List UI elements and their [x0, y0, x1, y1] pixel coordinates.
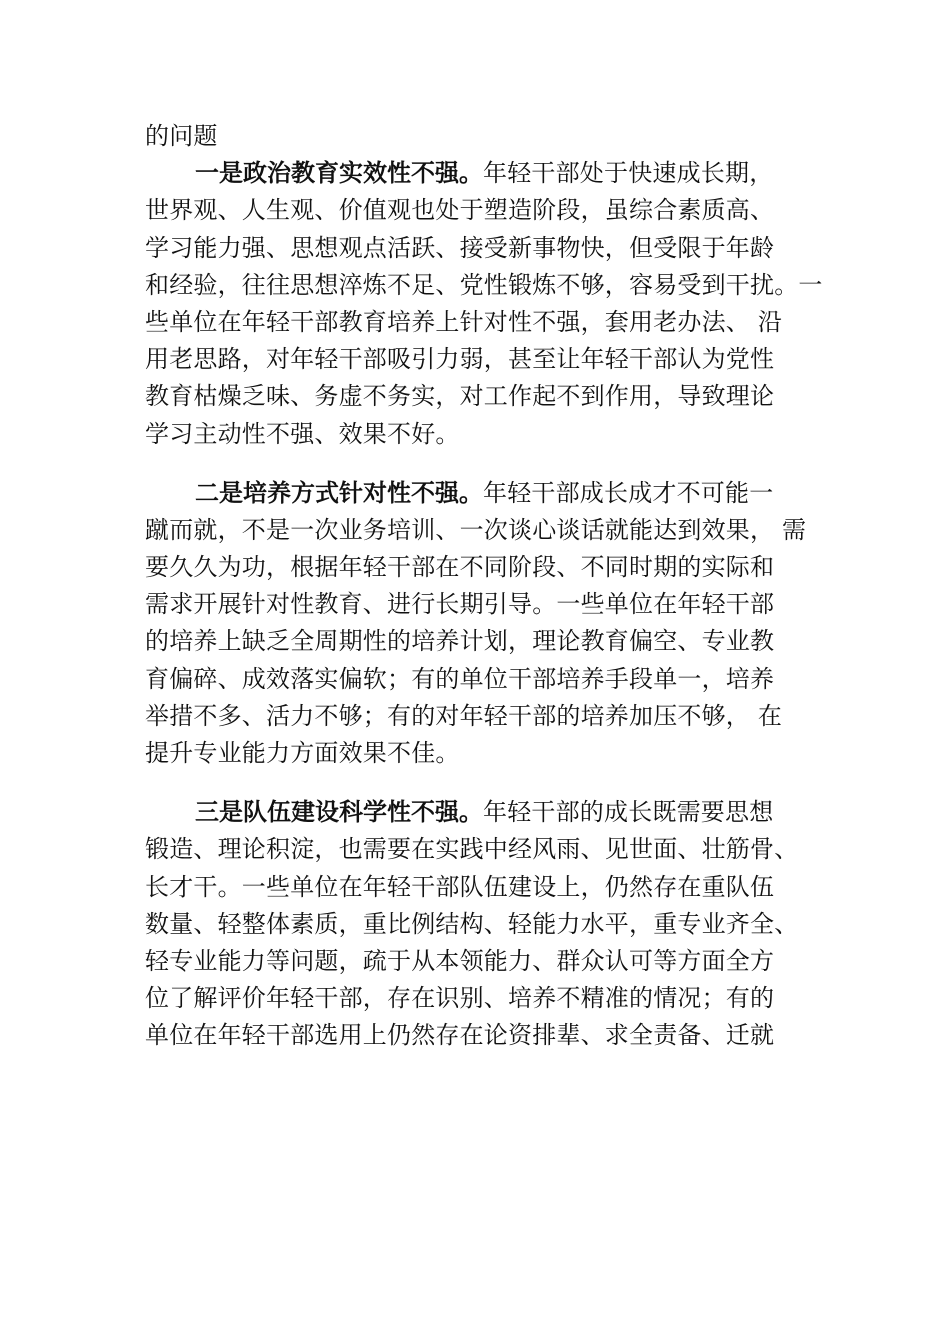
section-3-line: 数量、轻整体素质，重比例结构、轻能力水平，重专业齐全、: [145, 909, 799, 938]
paragraph-gap: [145, 453, 825, 475]
section-2-line: 育偏碎、成效落实偏软；有的单位干部培养手段单一，培养: [145, 664, 775, 693]
section-3-line: 长才干。一些单位在年轻干部队伍建设上，仍然存在重队伍: [145, 872, 775, 901]
section-2-line: 要久久为功，根据年轻干部在不同阶段、不同时期的实际和: [145, 553, 775, 582]
section-2-line: 蹴而就，不是一次业务培训、一次谈心谈话就能达到效果， 需: [145, 515, 807, 544]
section-3: [145, 794, 825, 1054]
section-2-line: 的培养上缺乏全周期性的培养计划，理论教育偏空、专业教: [145, 627, 775, 656]
section-1-line: 和经验，往往思想淬炼不足、党性锻炼不够，容易受到干扰。一: [145, 270, 823, 299]
section-3-line: 单位在年轻干部选用上仍然存在论资排辈、求全责备、迁就: [145, 1021, 775, 1050]
section-2-line: 提升专业能力方面效果不佳。: [145, 739, 460, 767]
section-3-line: 锻造、理论积淀，也需要在实践中经风雨、见世面、壮筋骨、: [145, 835, 799, 864]
document-body: [145, 118, 825, 1055]
section-3-line: 位了解评价年轻干部，存在识别、培养不精准的情况；有的: [145, 984, 775, 1013]
section-1: [145, 155, 825, 453]
paragraph-gap: [145, 772, 825, 794]
section-3-first-line: [145, 794, 825, 831]
section-2-first-line: [145, 475, 825, 512]
section-2-heading: 二是培养方式针对性不强。: [195, 478, 483, 507]
section-3-first-text: 年轻干部的成长既需要思想: [483, 798, 774, 827]
section-1-line: 学习主动性不强、效果不好。: [145, 419, 460, 448]
continuation-line: 的问题: [145, 122, 218, 150]
section-1-first-text: 年轻干部处于快速成长期，: [483, 159, 774, 188]
section-1-heading: 一是政治教育实效性不强。: [195, 159, 483, 188]
section-2-line: 举措不多、活力不够；有的对年轻干部的培养加压不够， 在: [145, 701, 783, 730]
section-1-line: 世界观、人生观、价值观也处于塑造阶段，虽综合素质高、: [145, 196, 775, 225]
section-3-line: 轻专业能力等问题，疏于从本领能力、群众认可等方面全方: [145, 946, 775, 975]
section-2: [145, 475, 825, 773]
section-2-line: 需求开展针对性教育、进行长期引导。一些单位在年轻干部: [145, 590, 775, 619]
section-2-first-text: 年轻干部成长成才不可能一: [483, 478, 774, 507]
section-1-line: 些单位在年轻干部教育培养上针对性不强，套用老办法、 沿: [145, 307, 783, 336]
section-1-line: 教育枯燥乏味、务虚不务实，对工作起不到作用，导致理论: [145, 382, 775, 411]
section-3-heading: 三是队伍建设科学性不强。: [195, 798, 483, 827]
section-1-line: 用老思路，对年轻干部吸引力弱，甚至让年轻干部认为党性: [145, 345, 775, 374]
section-1-line: 学习能力强、思想观点活跃、接受新事物快，但受限于年龄: [145, 233, 775, 262]
section-1-first-line: [145, 155, 825, 192]
